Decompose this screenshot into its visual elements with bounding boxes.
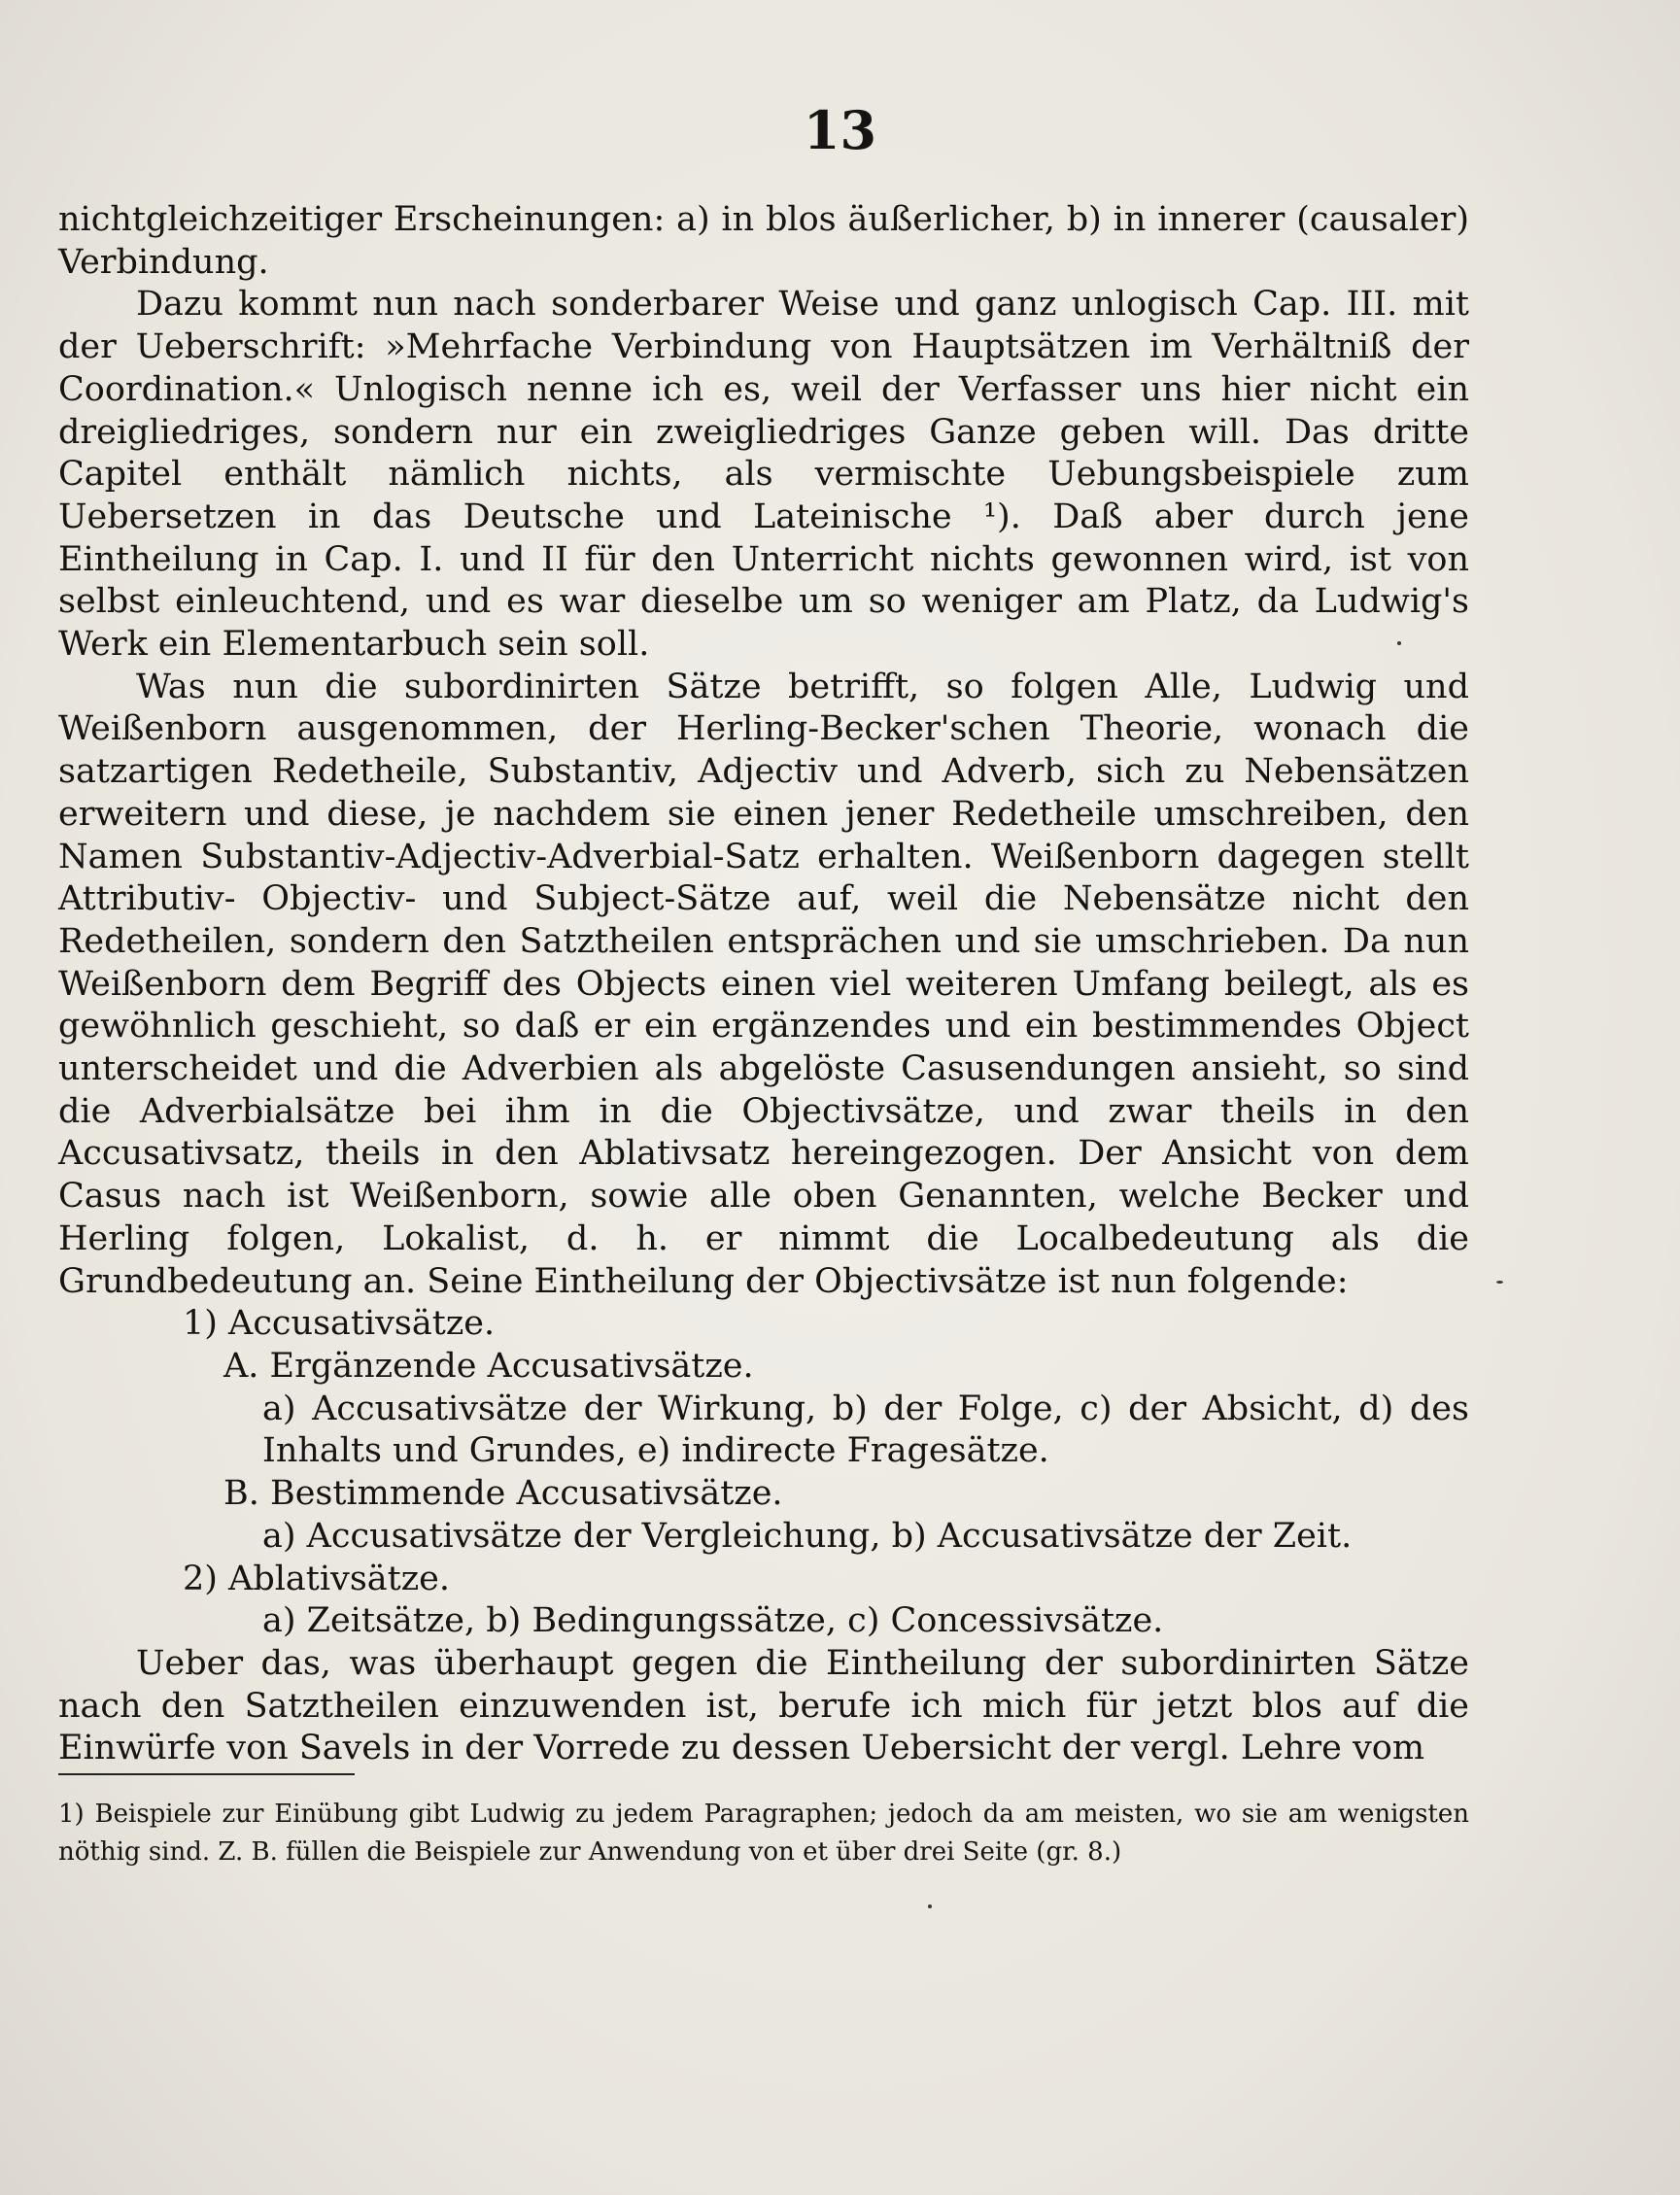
paragraph: Was nun die subordinirten Sätze betrifft, so folgen Alle, Ludwig und Weißenborn ausgenommen, der Herling-Becker'schen Theorie, wonach die satzartigen Redetheile, Substantiv, Adjectiv und Adverb, sich zu Nebensätzen erweitern und diese, je nachdem sie einen jener Redetheile umschreiben, den Namen Substantiv-Adjectiv-Adverbial-Satz erhalten. Weißenborn dagegen stellt Attributiv- Objectiv- und Subject-Sätze auf, weil die Nebensätze nicht den Redetheilen, sondern den Satztheilen entsprächen und sie umschrieben. Da nun Weißenborn dem Begriff des Objects einen viel weiteren Umfang beilegt, als es gewöhnlich geschieht, so daß er ein ergänzendes und ein bestimmendes Object unterscheidet und die Adverbien als abgelöste Casusendungen ansieht, so sind die Adverbialsätze bei ihm in die Objectivsätze, und zwar theils in den Accusativsatz, theils in den Ablativsatz hereingezogen. Der Ansicht von dem Casus nach ist Weißenborn, sowie alle oben Genannten, welche Becker und Herling folgen, Lokalist, d. h. er nimmt die Localbedeutung als die Grundbedeutung an. Seine Eintheilung der Objectivsätze ist nun folgende: — [58, 667, 1469, 1301]
footnote-divider — [58, 1773, 355, 1775]
paragraph: Ueber das, was überhaupt gegen die Eintheilung der subordinirten Sätze nach den Satztheilen einzuwenden ist, berufe ich mich für jetzt blos auf die Einwürfe von Savels in der Vorrede zu dessen Uebersicht der vergl. Lehre vom — [58, 1643, 1469, 1768]
paragraph: nichtgleichzeitiger Erscheinungen: a) in blos äußerlicher, b) in innerer (causaler) Verbindung. — [58, 200, 1469, 282]
paper-speck — [1496, 1281, 1503, 1284]
footnote — [58, 1796, 1469, 1871]
list-subheading: A. Ergänzende Accusativsätze. — [223, 1346, 754, 1386]
list-item: a) Zeitsätze, b) Bedingungssätze, c) Concessivsätze. — [262, 1601, 1164, 1641]
list-heading: 1) Accusativsätze. — [183, 1304, 496, 1344]
list-subheading: B. Bestimmende Accusativsätze. — [223, 1474, 783, 1514]
page-number: 13 — [803, 99, 877, 161]
paragraph: Dazu kommt nun nach sonderbarer Weise und ganz unlogisch Cap. III. mit der Ueberschrift: »Mehrfache Verbindung von Hauptsätzen im Verhältniß der Coordination.« Unlogisch nenne ich es, weil der Verfasser uns hier nicht ein dreigliedriges, sondern nur ein zweigliedriges Ganze geben will. Das dritte Capitel enthält nämlich nichts, als vermischte Uebungsbeispiele zum Uebersetzen in das Deutsche und Lateinische ¹). Daß aber durch jene Eintheilung in Cap. I. und II für den Unterricht nichts gewonnen wird, ist von selbst einleuchtend, und es war dieselbe um so weniger am Platz, da Ludwig's Werk ein Elementarbuch sein soll. — [58, 285, 1469, 665]
paper-speck — [1397, 641, 1401, 645]
list-item: a) Accusativsätze der Vergleichung, b) Accusativsätze der Zeit. — [262, 1516, 1353, 1556]
list-heading: 2) Ablativsätze. — [183, 1559, 450, 1598]
paper-speck — [928, 1904, 932, 1908]
body-text — [58, 199, 1469, 1770]
footnote-text: 1) Beispiele zur Einübung gibt Ludwig zu jedem Paragraphen; jedoch da am meisten, wo sie am wenigsten nöthig sind. Z. B. füllen die Beispiele zur Anwendung von et über drei Seite (gr. 8.) — [58, 1800, 1469, 1867]
list-item: a) Accusativsätze der Wirkung, b) der Folge, c) der Absicht, d) des Inhalts und Grundes, e) indirecte Fragesätze. — [262, 1389, 1469, 1471]
